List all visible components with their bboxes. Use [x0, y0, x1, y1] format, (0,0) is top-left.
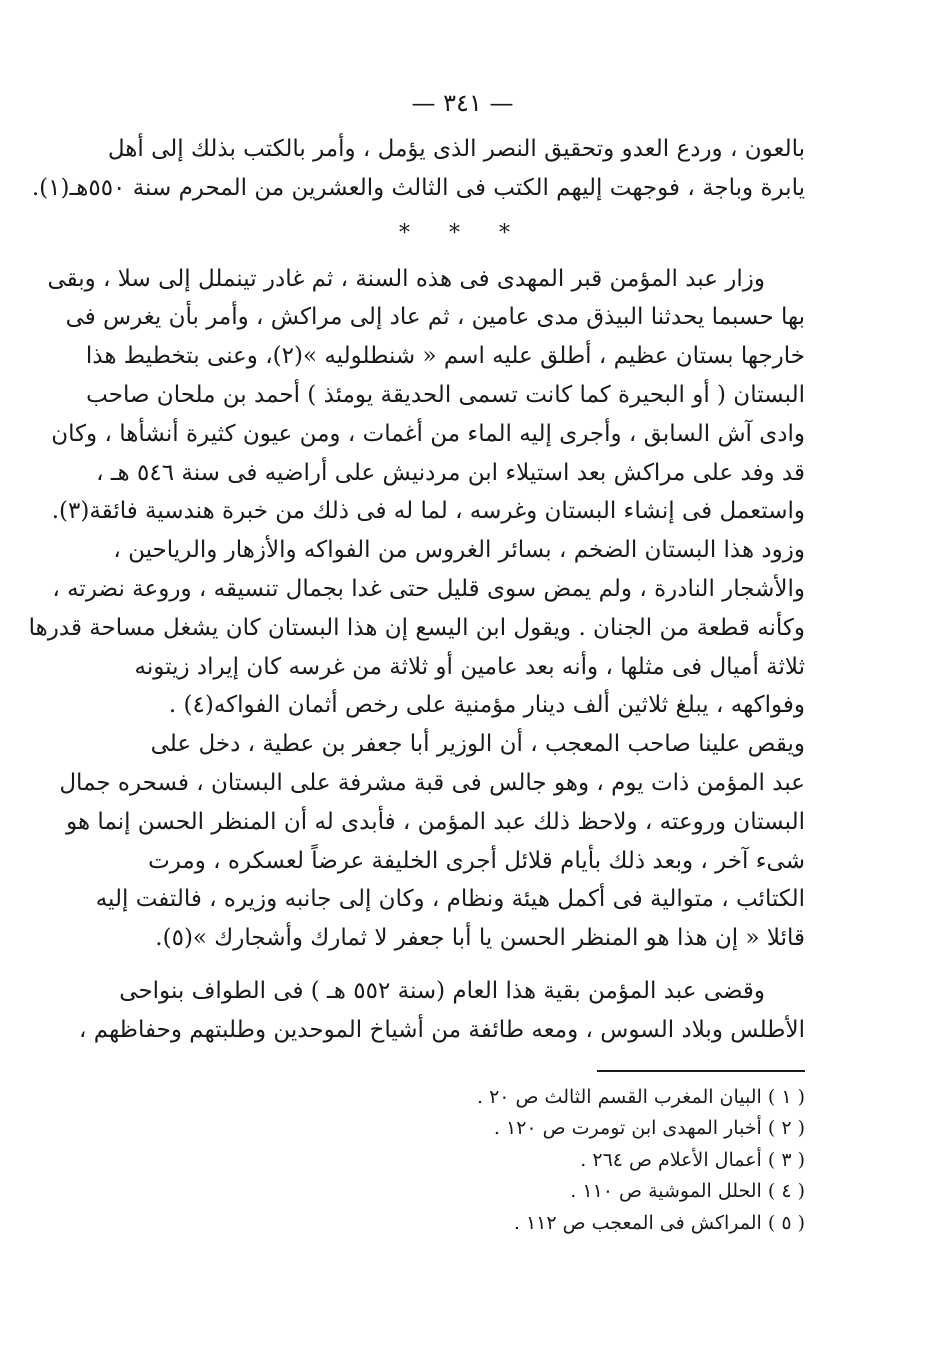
text-line: البستان ( أو البحيرة كما كانت تسمى الحديقة يومئذ ) أحمد بن ملحان صاحب — [86, 381, 805, 408]
text-line: وزود هذا البستان الضخم ، بسائر الغروس من الفواكه والأزهار والرياحين ، — [113, 537, 805, 564]
text-line: ويقص علينا صاحب المعجب ، أن الوزير أبا جعفر بن عطية ، دخل على — [150, 731, 805, 758]
page-number: — ٣٤١ — — [411, 89, 514, 117]
text-line: قد وفد على مراكش بعد استيلاء ابن مردنيش على أراضيه فى سنة ٥٤٦ هـ ، — [96, 459, 805, 486]
text-line: وفواكهه ، يبلغ ثلاثين ألف دينار مؤمنية على رخص أثمان الفواكه(٤) . — [168, 692, 805, 719]
book-page — [28, 88, 805, 1328]
closing-paragraph — [79, 972, 805, 1050]
footnotes — [120, 1082, 805, 1240]
text-line: عبد المؤمن ذات يوم ، وهو جالس فى قبة مشرفة على البستان ، فسحره جمال — [59, 769, 805, 796]
intro-paragraph — [31, 130, 805, 208]
footnote: ( ٣ ) أعمال الأعلام ص ٢٦٤ . — [580, 1148, 805, 1171]
text-line: بها حسبما يحدثنا البيذق مدى عامين ، ثم عاد إلى مراكش ، وأمر بأن يغرس فى — [65, 304, 805, 331]
footnote: ( ٢ ) أخبار المهدى ابن تومرت ص ١٢٠ . — [493, 1117, 805, 1140]
text-line: ثلاثة أميال فى مثلها ، وأنه بعد عامين أو ثلاثة من غرسه كان إيراد زيتونه — [134, 653, 805, 680]
text-line: واستعمل فى إنشاء البستان وغرسه ، لما له فى ذلك من خبرة هندسية فائقة(٣). — [51, 498, 805, 525]
section-separator: * * * — [399, 220, 526, 246]
text-line: خارجها بستان عظيم ، أطلق عليه اسم « شنطلوليه »(٢)، وعنى بتخطيط هذا — [85, 343, 805, 370]
text-line: والأشجار النادرة ، ولم يمض سوى قليل حتى غدا بجمال تنسيقه ، وروعة نضرته ، — [52, 575, 805, 602]
text-line: شىء آخر ، وبعد ذلك بأيام قلائل أجرى الخليفة عرضاً لعسكره ، ومرت — [148, 847, 805, 874]
footnote: ( ٤ ) الحلل الموشية ص ١١٠ . — [570, 1180, 805, 1203]
text-line: وادى آش السابق ، وأجرى إليه الماء من أغمات ، ومن عيون كثيرة أنشأها ، وكان — [51, 420, 805, 447]
text-line: الأطلس وبلاد السوس ، ومعه طائفة من أشياخ الموحدين وطلبتهم وحفاظهم ، — [79, 1016, 805, 1043]
text-line: البستان وروعته ، ولاحظ ذلك عبد المؤمن ، فأبدى له أن المنظر الحسن إنما هو — [66, 808, 805, 835]
main-paragraph — [28, 260, 805, 958]
text-line: وقضى عبد المؤمن بقية هذا العام (سنة ٥٥٢ هـ ) فى الطواف بنواحى — [119, 977, 765, 1004]
text-line: يابرة وباجة ، فوجهت إليهم الكتب فى الثالث والعشرين من المحرم سنة ٥٥٠هـ(١). — [31, 174, 805, 201]
text-line: قائلا « إن هذا هو المنظر الحسن يا أبا جعفر لا ثمارك وأشجارك »(٥). — [155, 925, 805, 952]
text-line: وزار عبد المؤمن قبر المهدى فى هذه السنة ، ثم غادر تينملل إلى سلا ، وبقى — [47, 265, 765, 292]
text-line: الكتائب ، متوالية فى أكمل هيئة ونظام ، وكان إلى جانبه وزيره ، فالتفت إليه — [95, 886, 805, 913]
footnote: ( ٥ ) المراكش فى المعجب ص ١١٢ . — [513, 1211, 805, 1234]
text-line: وكأنه قطعة من الجنان . ويقول ابن اليسع إن هذا البستان كان يشغل مساحة قدرها — [28, 614, 805, 641]
text-line: بالعون ، وردع العدو وتحقيق النصر الذى يؤمل ، وأمر بالكتب بذلك إلى أهل — [107, 136, 805, 162]
footnote-divider — [597, 1070, 805, 1072]
footnote: ( ١ ) البيان المغرب القسم الثالث ص ٢٠ . — [476, 1085, 805, 1108]
